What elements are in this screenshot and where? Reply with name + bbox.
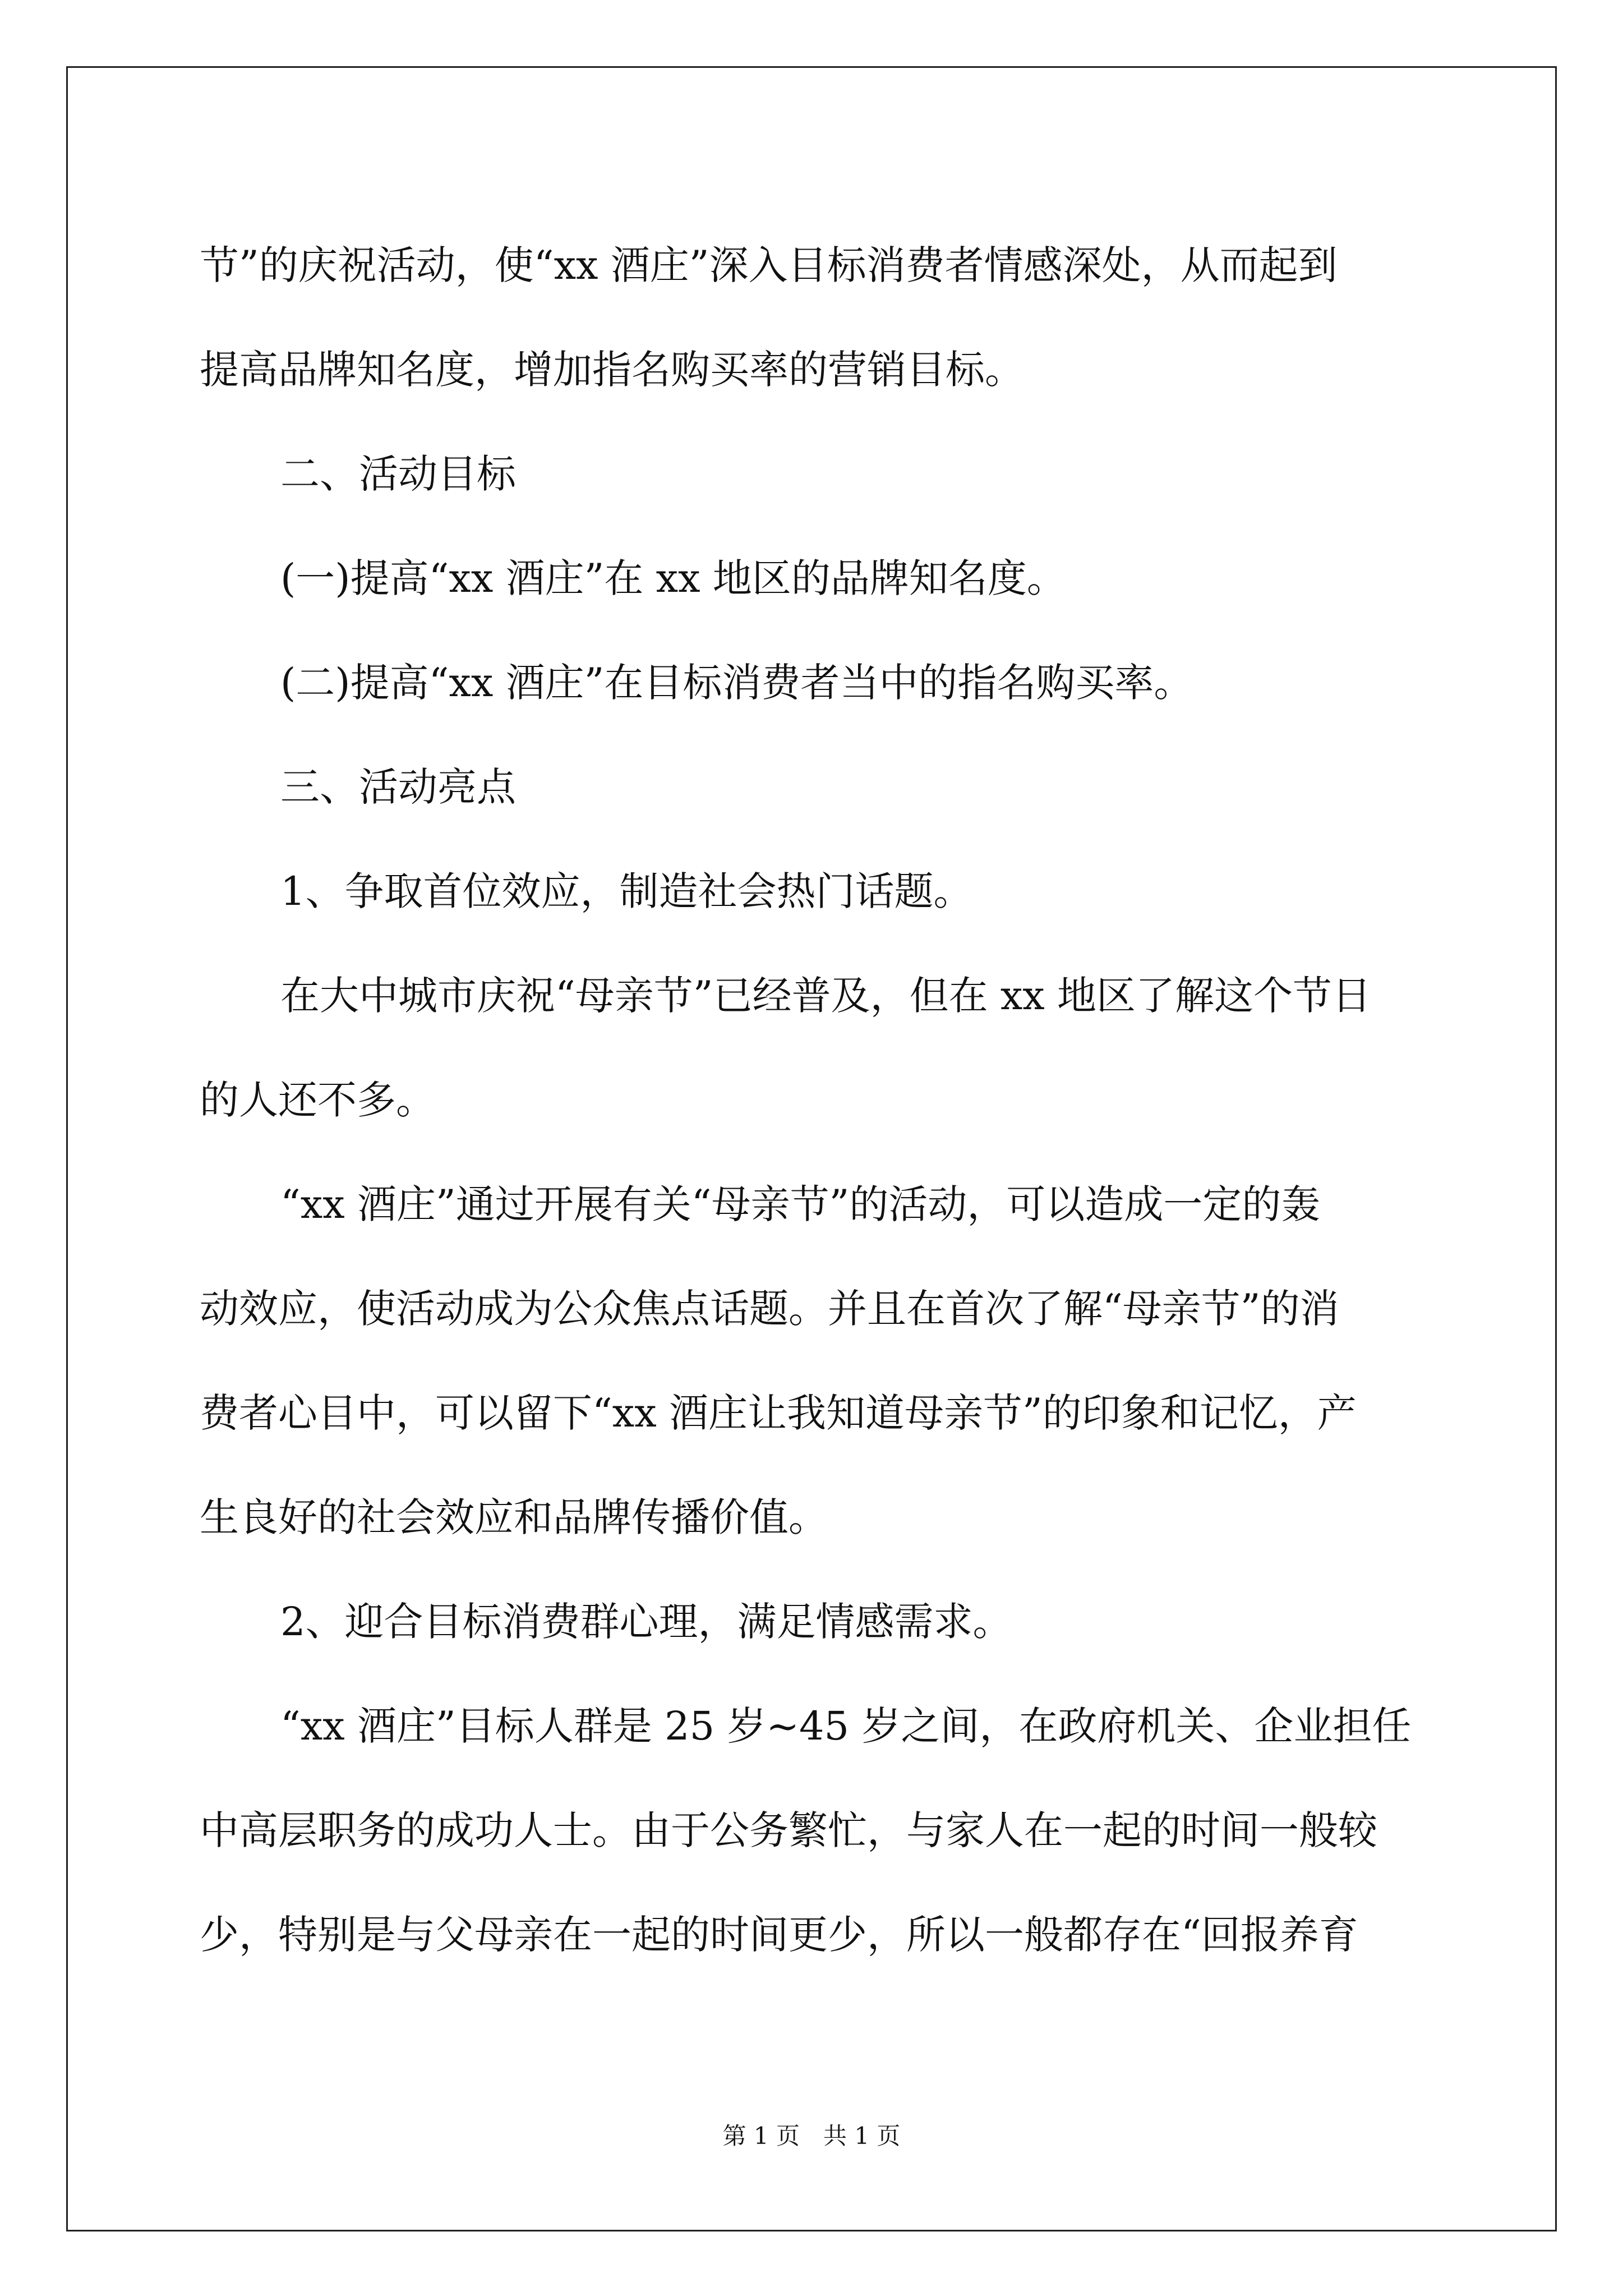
paragraph-p2-line-1: 二、活动目标 [280, 451, 516, 497]
paragraph-p7-line-2: 的人还不多。 [200, 1077, 435, 1123]
paragraph-p1-line-1: 节”的庆祝活动，使“xx 酒庄”深入目标消费者情感深处，从而起到 [200, 242, 1338, 288]
paragraph-p6-line-1: 1、争取首位效应，制造社会热门话题。 [280, 868, 973, 914]
paragraph-p1-line-2: 提高品牌知名度，增加指名购买率的营销目标。 [200, 347, 1024, 393]
paragraph-p9-line-1: 2、迎合目标消费群心理，满足情感需求。 [280, 1599, 1012, 1645]
paragraph-p10-line-1: “xx 酒庄”目标人群是 25 岁~45 岁之间，在政府机关、企业担任 [280, 1703, 1412, 1749]
paragraph-p10-line-3: 少，特别是与父母亲在一起的时间更少，所以一般都存在“回报养育 [200, 1912, 1358, 1958]
paragraph-p8-line-1: “xx 酒庄”通过开展有关“母亲节”的活动，可以造成一定的轰 [280, 1181, 1321, 1227]
paragraph-p8-line-2: 动效应，使活动成为公众焦点话题。并且在首次了解“母亲节”的消 [200, 1286, 1339, 1332]
paragraph-p3-line-1: (一)提高“xx 酒庄”在 xx 地区的品牌知名度。 [280, 555, 1066, 601]
paragraph-p10-line-2: 中高层职务的成功人士。由于公务繁忙，与家人在一起的时间一般较 [200, 1807, 1377, 1853]
paragraph-p8-line-4: 生良好的社会效应和品牌传播价值。 [200, 1494, 828, 1540]
page-footer: 第 1 页 共 1 页 [722, 2122, 901, 2150]
paragraph-p8-line-3: 费者心目中，可以留下“xx 酒庄让我知道母亲节”的印象和记忆，产 [200, 1390, 1357, 1436]
paragraph-p5-line-1: 三、活动亮点 [280, 764, 516, 810]
paragraph-p7-line-1: 在大中城市庆祝“母亲节”已经普及，但在 xx 地区了解这个节日 [280, 973, 1372, 1019]
paragraph-p4-line-1: (二)提高“xx 酒庄”在目标消费者当中的指名购买率。 [280, 660, 1193, 706]
document-body [200, 213, 1433, 1987]
